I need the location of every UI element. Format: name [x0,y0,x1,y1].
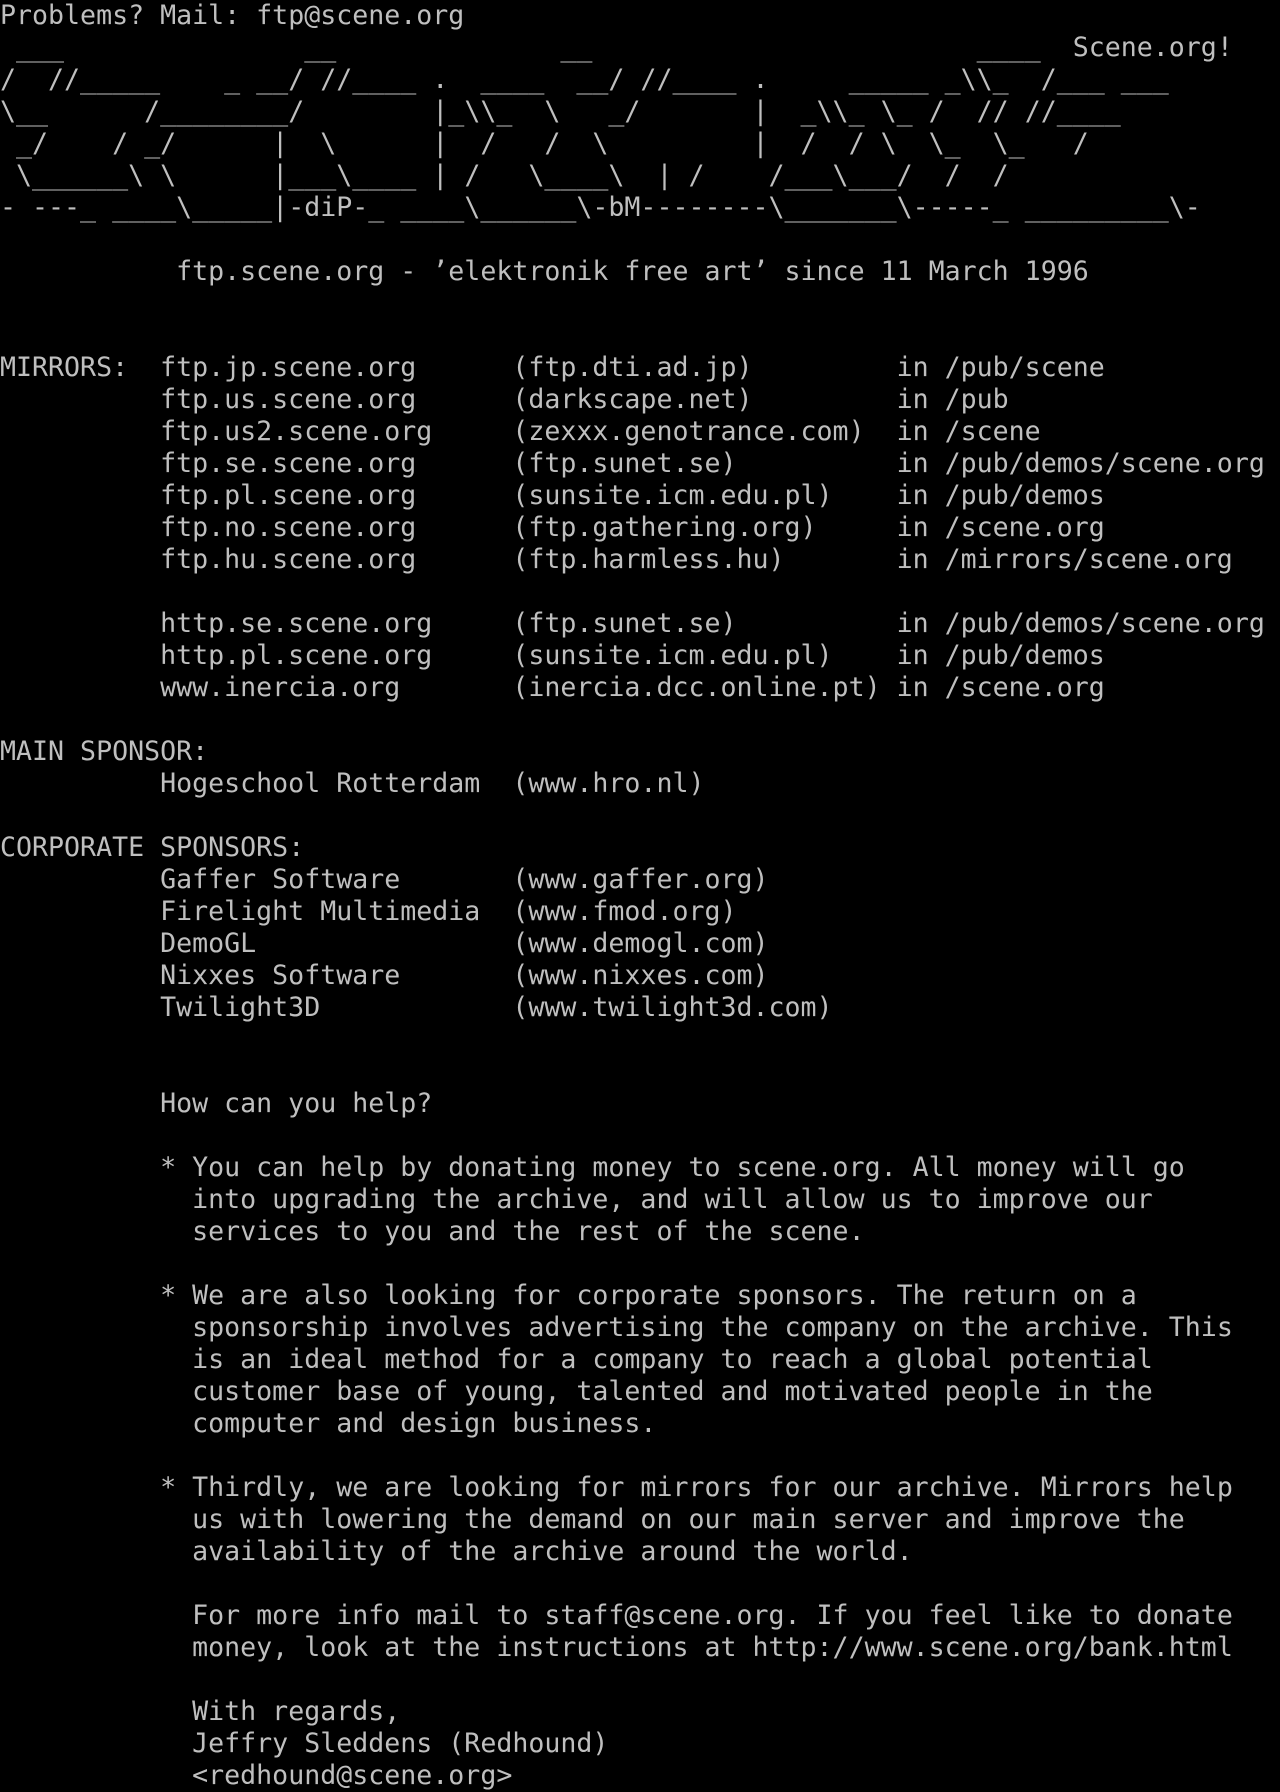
mirror-location: in /scene [896,416,1041,447]
help-text-line: services to you and the rest of the scene. [192,1216,865,1247]
mirror-host: http.pl.scene.org [160,640,433,671]
bullet-marker: * [160,1280,177,1311]
ascii-logo-line-1: ___ __ __ ____ [0,32,1041,63]
help-text-line: computer and design business. [192,1408,657,1439]
mirror-host: ftp.us.scene.org [160,384,417,415]
help-text-line: We are also looking for corporate sponsors. The return on a [192,1280,1137,1311]
mirror-host: www.inercia.org [160,672,401,703]
mirror-source: (ftp.sunet.se) [512,608,737,639]
sponsor-url: (www.nixxes.com) [512,960,769,991]
sponsor-url: (www.demogl.com) [512,928,769,959]
sponsor-name: Firelight Multimedia [160,896,481,927]
info-line: money, look at the instructions at http://www.scene.org/bank.html [192,1632,1233,1663]
mirror-source: (inercia.dcc.online.pt) [512,672,881,703]
corporate-sponsors-label: CORPORATE SPONSORS: [0,832,305,863]
help-text-line: availability of the archive around the world. [192,1536,913,1567]
scene-org-badge: Scene.org! [1072,32,1233,63]
sponsor-name: Gaffer Software [160,864,401,895]
mirror-source: (ftp.harmless.hu) [512,544,785,575]
main-sponsor-name: Hogeschool Rotterdam [160,768,481,799]
sponsor-name: DemoGL [160,928,257,959]
mirror-source: (ftp.gathering.org) [512,512,817,543]
mirrors-label: MIRRORS: [0,352,129,383]
mirror-host: ftp.pl.scene.org [160,480,417,511]
mirror-location: in /scene.org [896,512,1105,543]
mirror-location: in /pub/demos/scene.org [896,608,1265,639]
mirror-host: ftp.jp.scene.org [160,352,417,383]
mirror-location: in /mirrors/scene.org [896,544,1233,575]
ascii-logo-line-2: / //_____ _ __/ //____ . ____ __/ //____ . _____ _\\_ /___ ___ [0,64,1169,95]
mirror-location: in /pub/demos [896,480,1105,511]
sponsor-url: (www.gaffer.org) [512,864,769,895]
mirror-host: ftp.se.scene.org [160,448,417,479]
info-line: For more info mail to staff@scene.org. If you feel like to donate [192,1600,1233,1631]
signature-email: <redhound@scene.org> [192,1760,513,1791]
mirror-location: in /pub/scene [896,352,1105,383]
mirror-source: (ftp.sunet.se) [512,448,737,479]
tagline: ftp.scene.org - ’elektronik free art’ since 11 March 1996 [176,256,1089,287]
help-text-line: Thirdly, we are looking for mirrors for our archive. Mirrors help [192,1472,1233,1503]
mirror-host: http.se.scene.org [160,608,433,639]
mirror-source: (zexxx.genotrance.com) [512,416,865,447]
help-heading: How can you help? [160,1088,433,1119]
bullet-marker: * [160,1152,177,1183]
main-sponsor-url: (www.hro.nl) [512,768,705,799]
mirror-location: in /scene.org [896,672,1105,703]
ascii-logo-line-4: _/ / _/ | \ | / / \ | / / \ \_ \_ / [0,128,1089,159]
help-text-line: us with lowering the demand on our main server and improve the [192,1504,1185,1535]
mirror-source: (darkscape.net) [512,384,753,415]
help-text-line: sponsorship involves advertising the company on the archive. This [192,1312,1233,1343]
help-text-line: is an ideal method for a company to reach a global potential [192,1344,1153,1375]
mirror-source: (sunsite.icm.edu.pl) [512,480,833,511]
mirror-host: ftp.us2.scene.org [160,416,433,447]
mirror-source: (ftp.dti.ad.jp) [512,352,753,383]
problems-contact-line: Problems? Mail: ftp@scene.org [0,0,465,31]
sponsor-name: Twilight3D [160,992,321,1023]
ascii-logo-line-3: \__ /________/ |_\\_ \ _/ | _\\_ \_ / // //____ [0,96,1121,127]
mirror-host: ftp.hu.scene.org [160,544,417,575]
ascii-logo-line-6: - ---_ ____\_____|-diP-_ ____\______\-bM--------\_______\-----_ _________\- [0,192,1201,223]
signature-name: Jeffry Sleddens (Redhound) [192,1728,609,1759]
help-text-line: You can help by donating money to scene.org. All money will go [192,1152,1185,1183]
sponsor-url: (www.fmod.org) [512,896,737,927]
sponsor-url: (www.twilight3d.com) [512,992,833,1023]
mirror-location: in /pub [896,384,1009,415]
signature-regards: With regards, [192,1696,401,1727]
main-sponsor-label: MAIN SPONSOR: [0,736,209,767]
mirror-source: (sunsite.icm.edu.pl) [512,640,833,671]
mirror-location: in /pub/demos/scene.org [896,448,1265,479]
help-text-line: into upgrading the archive, and will allow us to improve our [192,1184,1153,1215]
sponsor-name: Nixxes Software [160,960,401,991]
bullet-marker: * [160,1472,177,1503]
mirror-host: ftp.no.scene.org [160,512,417,543]
help-text-line: customer base of young, talented and motivated people in the [192,1376,1153,1407]
mirror-location: in /pub/demos [896,640,1105,671]
ascii-logo-line-5: \______\ \ |___\____ | / \____\ | / /___\___/ / / [0,160,1009,191]
